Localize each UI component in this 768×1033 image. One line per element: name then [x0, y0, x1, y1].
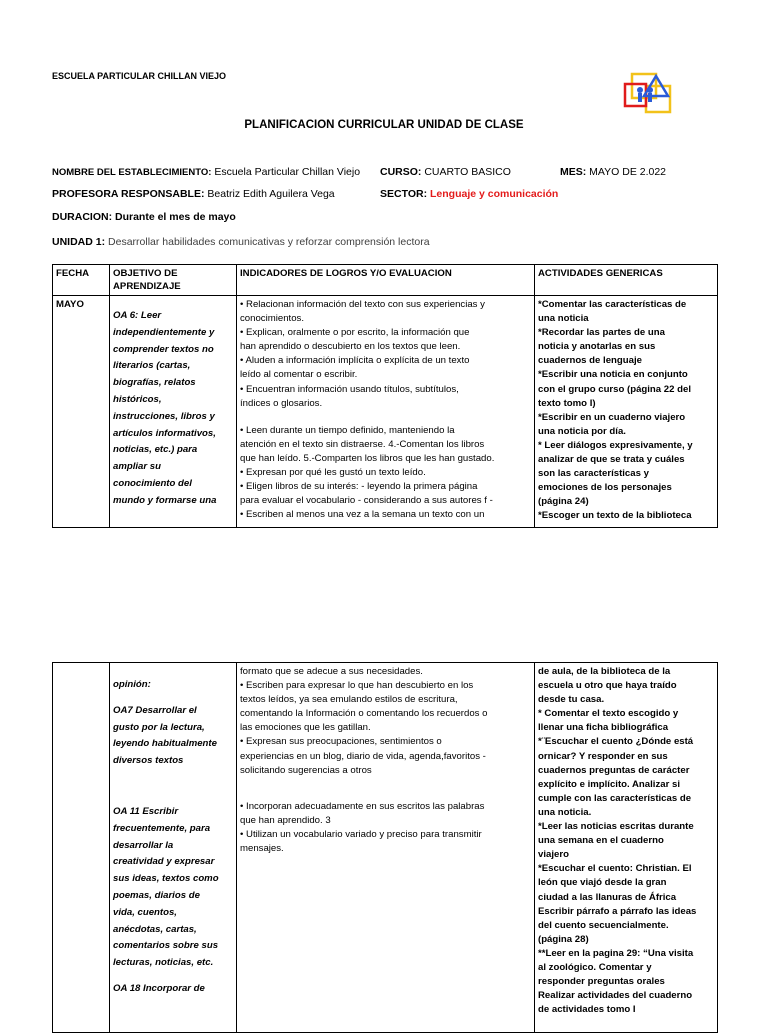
cell-indicadores — [237, 663, 535, 1033]
actividad-line: (página 28) — [538, 933, 589, 945]
objetivo-line: poemas, diarios de — [113, 889, 200, 901]
table-header-row — [53, 265, 718, 296]
actividad-line: *Escoger un texto de la biblioteca — [538, 510, 692, 522]
header-objetivo: OBJETIVO DE APRENDIZAJE — [110, 265, 237, 296]
objetivo-line: diversos textos — [113, 755, 184, 767]
objetivo-line: OA 11 Escribir — [113, 805, 179, 817]
page-title: PLANIFICACION CURRICULAR UNIDAD DE CLASE — [244, 119, 524, 131]
actividad-line: * Comentar el texto escogido y — [538, 708, 679, 720]
actividad-line: escuela u otro que haya traído — [538, 680, 677, 692]
indicador-line: solicitando sugerencias a otros — [240, 764, 372, 776]
objetivo-line: lecturas, noticias, etc. — [113, 957, 214, 969]
actividad-line: *Escribir en un cuaderno viajero — [538, 411, 686, 423]
objetivo-line: OA 18 Incorporar de — [113, 982, 205, 994]
indicador-line: • Escriben para expresar lo que han descubierto en los — [240, 680, 474, 692]
indicador-line: formato que se adecue a sus necesidades. — [240, 666, 423, 677]
actividad-line: noticia y anotarlas en sus — [538, 341, 656, 353]
school-name: ESCUELA PARTICULAR CHILLAN VIEJO — [52, 71, 227, 81]
cell-objetivo — [110, 296, 237, 528]
actividad-line: viajero — [538, 849, 569, 861]
actividad-line: ciudad a las llanuras de África — [538, 891, 677, 903]
actividad-line: cuadernos preguntas de carácter — [538, 764, 690, 776]
actividad-line: del cuento secuencialmente. — [538, 919, 669, 931]
objetivo-line: independientemente y — [113, 326, 215, 338]
indicador-line: • Encuentran información usando títulos, subtítulos, — [240, 383, 459, 395]
objetivo-line: instrucciones, libros y — [113, 410, 215, 422]
info-establecimiento: NOMBRE DEL ESTABLECIMIENTO: Escuela Particular Chillan Viejo — [52, 166, 361, 178]
actividad-line: (página 24) — [538, 496, 589, 508]
indicador-line: para evaluar el vocabulario - considerando a sus autores f - — [240, 495, 493, 507]
actividad-line: *Escribir una noticia en conjunto — [538, 369, 688, 381]
objetivo-line: opinión: — [113, 679, 151, 690]
objetivo-line: frecuentemente, para — [113, 822, 211, 834]
actividad-line: desde tu casa. — [538, 694, 605, 706]
indicador-line: • Aluden a información implícita o explícita de un texto — [240, 355, 470, 367]
indicador-line: • Explican, oralmente o por escrito, la información que — [240, 327, 470, 339]
actividad-line: de aula, de la biblioteca de la — [538, 666, 671, 677]
objetivo-line: sus ideas, textos como — [113, 873, 219, 885]
cell-fecha — [53, 663, 110, 1033]
indicador-line: textos leídos, ya sea emulando estilos de escritura, — [240, 694, 458, 706]
actividad-line: Escribir párrafo a párrafo las ideas — [538, 905, 697, 917]
indicador-line: han aprendido o descubierto en los textos que leen. — [240, 341, 461, 353]
cell-actividades — [535, 296, 718, 528]
indicador-line: • Expresan sus preocupaciones, sentimientos o — [240, 736, 442, 748]
actividad-line: texto tomo I) — [538, 397, 596, 409]
objetivo-line: históricos, — [113, 393, 162, 405]
indicador-line: mensajes. — [240, 843, 284, 855]
actividad-line: una noticia por día. — [538, 425, 626, 437]
actividad-line: una noticia. — [538, 806, 592, 818]
header-actividades: ACTIVIDADES GENERICAS — [535, 265, 718, 296]
indicador-line: • Incorporan adecuadamente en sus escritos las palabras — [240, 800, 485, 812]
actividad-line: cumple con las características de — [538, 792, 692, 804]
objetivo-line: artículos informativos, — [113, 427, 216, 439]
actividad-line: una noticia — [538, 313, 589, 325]
cell-actividades — [535, 663, 718, 1033]
actividad-line: al zoológico. Comentar y — [538, 961, 652, 973]
info-profesora: PROFESORA RESPONSABLE: Beatriz Edith Aguilera Vega — [52, 188, 335, 200]
objetivo-line: creatividad y expresar — [113, 856, 215, 868]
indicador-line: • Relacionan información del texto con sus experiencias y — [240, 299, 485, 310]
actividad-line: ornicar? Y responder en sus — [538, 750, 668, 762]
actividad-line: cuadernos de lenguaje — [538, 355, 642, 367]
objetivo-line: conocimiento del — [113, 477, 192, 489]
actividad-line: *Leer las noticias escritas durante — [538, 821, 694, 833]
indicador-line: • Utilizan un vocabulario variado y preciso para transmitir — [240, 828, 482, 840]
indicador-line: atención en el texto sin distraerse. 4.-Comentan los libros — [240, 438, 485, 450]
header-indicadores: INDICADORES DE LOGROS Y/O EVALUACION — [237, 265, 535, 296]
indicador-line: leído al comentar o escribir. — [240, 369, 358, 381]
actividad-line: de actividades tomo I — [538, 1004, 636, 1016]
objetivo-line: biografías, relatos — [113, 377, 196, 389]
indicador-line: comentando la Información o comentando los recuerdos o — [240, 708, 488, 720]
table-row — [53, 296, 718, 528]
table-row — [53, 663, 718, 1033]
actividad-line: león que viajó desde la gran — [538, 877, 667, 889]
objetivo-line: vida, cuentos, — [113, 906, 177, 918]
indicador-line: las emociones que les gatillan. — [240, 722, 371, 734]
info-duracion: DURACION: Durante el mes de mayo — [52, 211, 236, 223]
cell-fecha: MAYO — [53, 296, 110, 528]
actividad-line: * Leer diálogos expresivamente, y — [538, 439, 693, 451]
school-logo — [622, 70, 674, 118]
actividad-line: una semana en el cuaderno — [538, 835, 664, 847]
info-unidad: UNIDAD 1: Desarrollar habilidades comunicativas y reforzar comprensión lectora — [52, 236, 430, 248]
actividad-line: emociones de los personajes — [538, 482, 672, 494]
info-sector: SECTOR: Lenguaje y comunicación — [380, 188, 559, 200]
objetivo-line: noticias, etc.) para — [113, 444, 198, 456]
indicador-line: • Escriben al menos una vez a la semana un texto con un — [240, 509, 485, 521]
actividad-line: responder preguntas orales — [538, 976, 665, 988]
indicador-line: que han aprendido. 3 — [240, 814, 331, 826]
actividad-line: explícito e implícito. Analizar si — [538, 778, 680, 790]
objetivo-line: OA7 Desarrollar el — [113, 704, 197, 716]
indicador-line: índices o glosarios. — [240, 397, 323, 409]
actividad-line: son las características y — [538, 468, 649, 480]
actividad-line: analizar de que se trata y cuáles — [538, 454, 685, 466]
indicador-line: • Expresan por qué les gustó un texto leído. — [240, 467, 426, 479]
objetivo-line: ampliar su — [113, 461, 161, 473]
objetivo-line: comprender textos no — [113, 343, 214, 355]
actividad-line: *¨Escuchar el cuento ¿Dónde está — [538, 736, 694, 748]
actividad-line: Realizar actividades del cuaderno — [538, 990, 693, 1002]
actividad-line: llenar una ficha bibliográfica — [538, 722, 669, 734]
objetivo-line: mundo y formarse una — [113, 494, 217, 506]
indicador-line: • Eligen libros de su interés: - leyendo la primera página — [240, 481, 478, 493]
objetivo-line: anécdotas, cartas, — [113, 923, 197, 935]
plan-table-page1 — [52, 264, 718, 528]
actividad-line: *Escuchar el cuento: Christian. El — [538, 863, 692, 875]
objetivo-line: leyendo habitualmente — [113, 738, 217, 750]
indicador-line: • Leen durante un tiempo definido, manteniendo la — [240, 424, 455, 436]
actividad-line: *Comentar las características de — [538, 299, 687, 310]
objetivo-line: desarrollar la — [113, 839, 174, 851]
indicador-line: conocimientos. — [240, 313, 304, 325]
objetivo-line: comentarios sobre sus — [113, 940, 219, 952]
indicador-line: que han leído. 5.-Comparten los libros que les han gustado. — [240, 452, 495, 464]
actividad-line: **Leer en la pagina 29: “Una visita — [538, 947, 694, 959]
objetivo-line: gusto por la lectura, — [113, 721, 205, 733]
cell-objetivo — [110, 663, 237, 1033]
objetivo-line: OA 6: Leer — [113, 310, 162, 321]
cell-indicadores — [237, 296, 535, 528]
actividad-line: con el grupo curso (página 22 del — [538, 383, 691, 395]
actividad-line: *Recordar las partes de una — [538, 327, 665, 339]
objetivo-line: literarios (cartas, — [113, 360, 191, 372]
indicador-line: experiencias en un blog, diario de vida, agenda,favoritos - — [240, 750, 486, 762]
info-mes: MES: MAYO DE 2.022 — [560, 166, 667, 178]
plan-table-page2 — [52, 662, 718, 1033]
info-curso: CURSO: CUARTO BASICO — [380, 166, 511, 178]
header-fecha: FECHA — [53, 265, 110, 296]
